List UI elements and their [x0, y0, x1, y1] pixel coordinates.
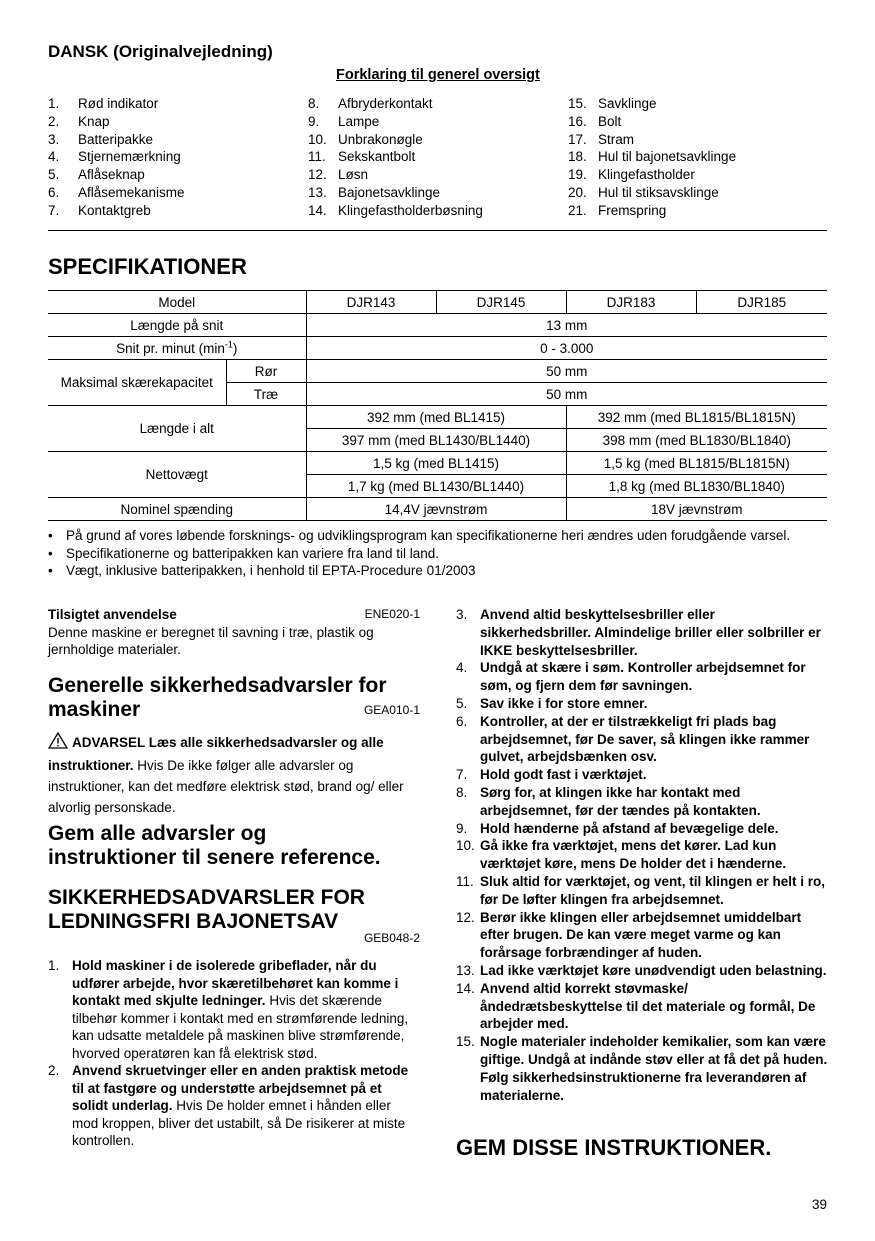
specifications-table: [48, 290, 827, 521]
list-item: 3. Anvend altid beskyttelsesbriller eller sikkerhedsbriller. Almindelige briller eller solbriller er IKKE beskyttelsesbriller.: [456, 607, 821, 658]
length-value: 398 mm (med BL1830/BL1840): [566, 429, 827, 452]
weight-value: 1,8 kg (med BL1830/BL1840): [566, 475, 827, 498]
table-row: [48, 498, 827, 521]
list-item: 13. Bajonetsavklinge: [308, 184, 441, 200]
divider: [48, 230, 827, 231]
parts-list-column-2: [308, 95, 483, 220]
cordless-safety-list-right: [456, 606, 828, 1104]
wood-label: Træ: [226, 383, 306, 406]
model-cell: DJR183: [566, 291, 696, 314]
model-cell: DJR145: [436, 291, 566, 314]
general-safety-title-2: maskiner: [48, 698, 141, 721]
final-heading: GEM DISSE INSTRUKTIONER.: [456, 1135, 772, 1160]
table-row: [48, 406, 827, 429]
list-item: 14. Klingefastholderbøsning: [308, 202, 483, 218]
section-code: GEB048-2: [363, 931, 420, 945]
cordless-safety-section: [48, 886, 420, 948]
list-item: 3. Batteripakke: [48, 131, 154, 147]
table-row: [48, 291, 827, 314]
list-item: 1. Rød indikator: [48, 96, 159, 111]
spm-label: Snit pr. minut $(\min^{-1})$: [48, 337, 306, 360]
wood-value: 50 mm: [306, 383, 827, 406]
weight-label: Nettovægt: [48, 452, 306, 498]
list-item: 2. Anvend skruetvinger eller en anden praktisk metode til at fastgøre og understøtte arbejdsemnet på et solidt underlag. Hvis De holder emnet i hånden eller mod kroppen, bliver det ustabilt, så De risikerer at miste kontrollen.: [48, 1063, 409, 1148]
warning-paragraph: ADVARSEL Læs alle sikkerhedsadvarsler og alle instruktioner. Hvis De ikke følger alle advarsler og instruktioner, kan det medføre elektrisk stød, brand og/ eller alvorlig personskade.: [48, 732, 420, 818]
list-item: 15. Savklinge: [568, 96, 657, 111]
section-code: ENE020-1: [364, 607, 420, 621]
list-item: 10. Gå ikke fra værktøjet, mens det kører. Lad kun værktøjet køre, mens De holder det i hænderne.: [456, 838, 787, 872]
voltage-value: 14,4V jævnstrøm: [306, 498, 566, 521]
list-item: 9. Hold hænderne på afstand af bevægelige dele.: [456, 820, 779, 836]
list-item: 5. Aflåseknap: [48, 167, 145, 183]
list-item: 12. Berør ikke klingen eller arbejdsemnet umiddelbart efter brugen. De kan være meget varme og kan forårsage forbrændinger af huden.: [456, 909, 802, 961]
model-cell: DJR185: [696, 291, 827, 314]
weight-value: 1,7 kg (med BL1430/BL1440): [306, 475, 566, 498]
language-heading: DANSK (Originalvejledning): [48, 42, 273, 61]
model-label: Model: [48, 291, 306, 314]
list-item: 4. Undgå at skære i søm. Kontroller arbejdsemnet for søm, og fjern dem før savningen.: [456, 660, 806, 694]
list-item: 11. Sluk altid for værktøjet, og vent, til klingen er helt i ro, før De løfter klingen fra arbejdsemnet.: [456, 873, 826, 907]
list-item: 6. Kontroller, at der er tilstrækkeligt fri plads bag arbejdsemnet, før De saver, så klingen ikke rammer gulvet, arbejdsbænken osv.: [456, 713, 810, 765]
cordless-title-1: SIKKERHEDSADVARSLER FOR: [48, 886, 365, 909]
list-item: 21. Fremspring: [568, 202, 667, 218]
parts-list-column-3: [568, 95, 736, 220]
list-item: 12. Løsn: [308, 167, 369, 183]
pipe-value: 50 mm: [306, 360, 827, 383]
general-safety-title-1: Generelle sikkerhedsadvarsler for: [48, 674, 387, 697]
list-item: 7. Hold godt fast i værktøjet.: [456, 767, 647, 783]
list-item: 1. Hold maskiner i de isolerede gribeflader, når du udfører arbejde, hvor skæretilbehøret kan komme i kontakt med skjulte ledninger. Hvis det skærende tilbehør kommer i kontakt med en strømførende ledning, kan udsatte metaldele på maskinen blive strømførende, hvorved operatøren kan få elektrisk stød.: [48, 958, 409, 1061]
length-value: 392 mm (med BL1415): [306, 406, 566, 429]
weight-value: 1,5 kg (med BL1415): [306, 452, 566, 475]
list-item: 11. Sekskantbolt: [308, 149, 416, 165]
voltage-value: 18V jævnstrøm: [566, 498, 827, 521]
intended-use-text: Denne maskine er beregnet til savning i træ, plastik og jernholdige materialer.: [48, 624, 374, 657]
save-heading-2: instruktioner til senere reference.: [48, 846, 381, 869]
model-cell: DJR143: [306, 291, 436, 314]
intended-use-section: [48, 606, 420, 659]
table-row: [48, 314, 827, 337]
list-item: 16. Bolt: [568, 113, 622, 129]
spec-notes: [48, 527, 828, 580]
length-value: 397 mm (med BL1430/BL1440): [306, 429, 566, 452]
list-item: 8. Afbryderkontakt: [308, 96, 433, 111]
intended-use-title: Tilsigtet anvendelse: [48, 607, 177, 622]
page-number: 39: [812, 1197, 828, 1212]
list-item: 19. Klingefastholder: [568, 167, 695, 183]
overview-title: Forklaring til generel oversigt: [336, 67, 540, 83]
list-item: 8. Sørg for, at klingen ikke har kontakt med arbejdsemnet, før der tændes på kontakten.: [456, 784, 761, 818]
length-label: Længde i alt: [48, 406, 306, 452]
table-row: [48, 452, 827, 475]
table-row: [48, 360, 827, 383]
general-safety-section: [48, 674, 420, 818]
list-item: 4. Stjernemærkning: [48, 149, 181, 165]
list-item: 15. Nogle materialer indeholder kemikalier, som kan være giftige. Undgå at indånde støv eller at få det på huden. Følg sikkerhedsinstruktionerne fra leverandøren af materialerne.: [456, 1034, 828, 1103]
table-row: [48, 337, 827, 360]
stroke-length-value: 13 mm: [306, 314, 827, 337]
list-item: 2. Knap: [48, 113, 110, 129]
list-item: 9. Lampe: [308, 113, 380, 129]
cordless-title-2: LEDNINGSFRI BAJONETSAV: [48, 910, 339, 933]
list-item: 5. Sav ikke i for store emner.: [456, 695, 648, 711]
list-item: • På grund af vores løbende forsknings- og udviklingsprogram kan specifikationerne heri ændres uden forudgående varsel.: [48, 528, 791, 543]
parts-list-column-1: [48, 95, 185, 220]
list-item: 10. Unbrakonøgle: [308, 131, 423, 147]
stroke-length-label: Længde på snit: [48, 314, 306, 337]
pipe-label: Rør: [226, 360, 306, 383]
spm-value: 0 - 3.000: [306, 337, 827, 360]
cordless-safety-list-left: [48, 957, 420, 1150]
list-item: 13. Lad ikke værktøjet køre unødvendigt uden belastning.: [456, 962, 827, 978]
weight-value: 1,5 kg (med BL1815/BL1815N): [566, 452, 827, 475]
list-item: 17. Stram: [568, 131, 635, 147]
list-item: 14. Anvend altid korrekt støvmaske/ åndedrætsbeskyttelse til det materiale og formål, De arbejder med.: [456, 980, 816, 1032]
save-heading-1: Gem alle advarsler og: [48, 822, 267, 845]
specifications-title: SPECIFIKATIONER: [48, 254, 247, 279]
save-instructions-section: [48, 822, 420, 870]
capacity-label: Maksimal skærekapacitet: [48, 360, 226, 406]
length-value: 392 mm (med BL1815/BL1815N): [566, 406, 827, 429]
list-item: • Vægt, inklusive batteripakken, i henhold til EPTA-Procedure 01/2003: [48, 563, 476, 578]
voltage-label: Nominel spænding: [48, 498, 306, 521]
list-item: 6. Aflåsemekanisme: [48, 184, 185, 200]
warning-triangle-icon: [48, 732, 68, 755]
list-item: 20. Hul til stiksavsklinge: [568, 184, 719, 200]
list-item: 7. Kontaktgreb: [48, 202, 151, 218]
section-code: GEA010-1: [363, 702, 420, 717]
list-item: • Specifikationerne og batteripakken kan variere fra land til land.: [48, 545, 439, 561]
list-item: 18. Hul til bajonetsavklinge: [568, 149, 737, 165]
